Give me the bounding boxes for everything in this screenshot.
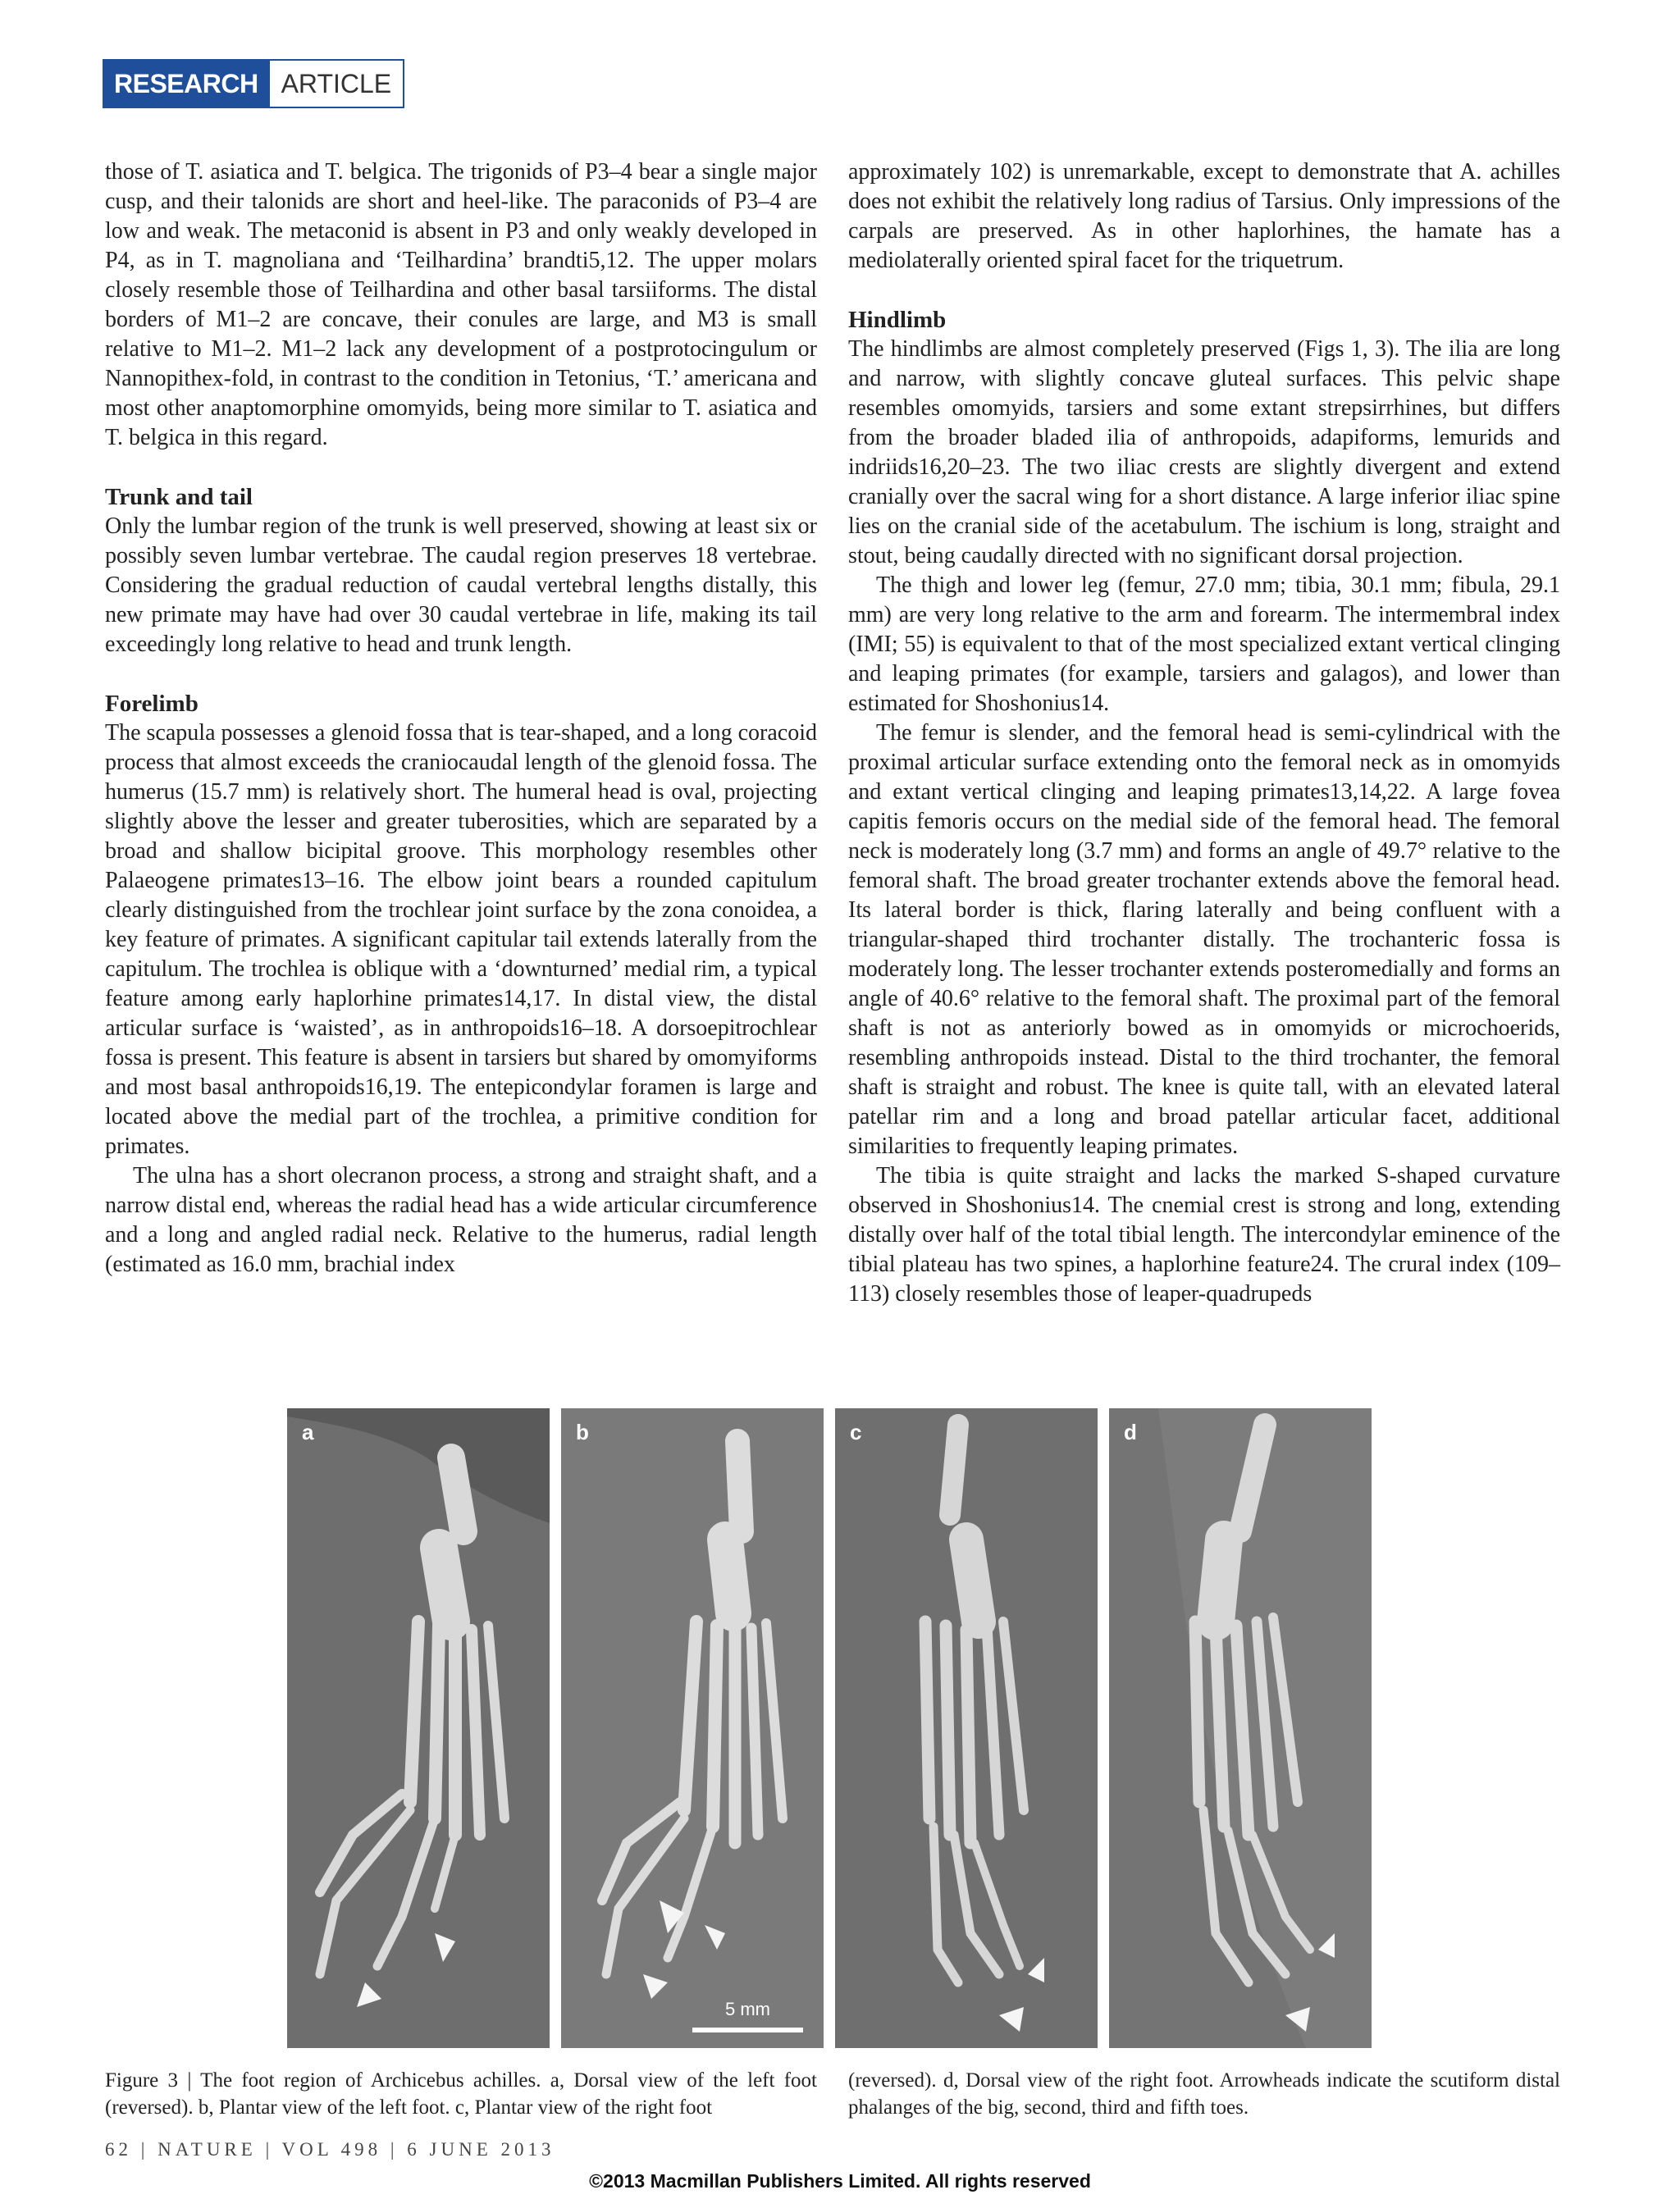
research-label: RESEARCH [103, 59, 270, 108]
panel-a-dorsal-left-foot [287, 1408, 550, 2048]
panel-b-plantar-left-foot [561, 1408, 824, 2048]
fossil-foot-image-a [287, 1408, 550, 2048]
panel-label-b: b [576, 1420, 589, 1444]
article-label: ARTICLE [270, 59, 405, 108]
paragraph-dentition: those of T. asiatica and T. belgica. The trigonids of P3–4 bear a single major cusp, and their talonids are short and heel-like. The paraconids of P3–4 are low and weak. The metaconid is absent in P3 and only weakly developed in P4, as in T. magnoliana and ‘Teilhardina’ brandti5,12. The upper molars closely resemble those of Teilhardina and other basal tarsiiforms. The distal borders of M1–2 are concave, their conules are large, and M3 is small relative to M1–2. M1–2 lack any development of a postprotocingulum or Nannopithex-fold, in contrast to the condition in Tetonius, ‘T.’ americana and most other anaptomorphine omomyids, being more similar to T. asiatica and T. belgica in this regard. [105, 159, 817, 450]
paragraph-femur: The femur is slender, and the femoral head is semi-cylindrical with the proximal articular surface extending onto the femoral neck as in omomyids and extant vertical clinging and leaping primates13,14,22. A large fovea capitis femoris occurs on the medial side of the femoral head. The femoral neck is moderately long (3.7 mm) and forms an angle of 49.7° relative to the femoral shaft. The broad greater trochanter extends above the femoral head. Its lateral border is thick, flaring laterally and being confluent with a triangular-shaped third trochanter distally. The trochanteric fossa is moderately long. The lesser trochanter extends posteromedially and forms an angle of 40.6° relative to the femoral shaft. The proximal part of the femoral shaft is not as anteriorly bowed as in omomyids or microchoerids, resembling anthropoids instead. Distal to the third trochanter, the femoral shaft is straight and robust. The knee is quite tall, with an elevated lateral patellar rim and a long and broad patellar articular facet, additional similarities to frequently leaping primates. [848, 720, 1560, 1159]
paragraph-radius: approximately 102) is unremarkable, except to demonstrate that A. achilles does not exhibit the relatively long radius of Tarsius. Only impressions of the carpals are preserved. As in other haplorhines, the hamate has a mediolaterally oriented spiral facet for the triquetrum. [848, 159, 1560, 273]
heading-trunk-and-tail: Trunk and tail [105, 484, 253, 510]
paragraph-ulna: The ulna has a short olecranon process, a strong and straight shaft, and a narrow distal end, whereas the radial head has a wide articular circumference and a long and angled radial neck. Relative to the humerus, radial length (estimated as 16.0 mm, brachial index [105, 1163, 817, 1277]
panel-label-d: d [1124, 1420, 1137, 1444]
panel-label-a: a [302, 1420, 314, 1444]
figure-3-foot-fossils [287, 1408, 1378, 2048]
heading-forelimb: Forelimb [105, 691, 199, 717]
fossil-foot-image-d [1109, 1408, 1372, 2048]
heading-hindlimb: Hindlimb [848, 307, 947, 333]
article-type-header [103, 59, 404, 108]
scale-bar [692, 2028, 803, 2032]
right-text-column [848, 157, 1560, 1309]
scale-bar-label: 5 mm [725, 1999, 770, 2019]
panel-c-plantar-right-foot [835, 1408, 1098, 2048]
paragraph-forelimb: The scapula possesses a glenoid fossa that is tear-shaped, and a long coracoid process that almost exceeds the craniocaudal length of the glenoid fossa. The humerus (15.7 mm) is relatively short. The humeral head is oval, projecting slightly above the lesser and greater tuberosities, which are separated by a broad and shallow bicipital groove. This morphology resembles other Palaeogene primates13–16. The elbow joint bears a rounded capitulum clearly distinguished from the trochlear joint surface by the zona conoidea, a key feature of primates. A significant capitular tail extends laterally from the capitulum. The trochlea is oblique with a ‘downturned’ medial rim, a typical feature among early haplorhine primates14,17. In distal view, the distal articular surface is ‘waisted’, as in anthropoids16–18. A dorsoepitrochlear fossa is present. This feature is absent in tarsiers but shared by omomyiforms and most basal anthropoids16,19. The entepicondylar foramen is large and located above the medial part of the trochlea, a primitive condition for primates. [105, 720, 817, 1159]
panel-d-dorsal-right-foot [1109, 1408, 1372, 2048]
figure-caption-right: (reversed). d, Dorsal view of the right foot. Arrowheads indicate the scutiform distal phalanges of the big, second, third and fifth toes. [848, 2069, 1560, 2119]
paragraph-pelvis: The hindlimbs are almost completely preserved (Figs 1, 3). The ilia are long and narrow, with slightly concave gluteal surfaces. This pelvic shape resembles omomyids, tarsiers and some extant strepsirrhines, but differs from the broader bladed ilia of anthropoids, adapiforms, lemurids and indriids16,20–23. The two iliac crests are slightly divergent and extend cranially over the sacral wing for a short distance. A large inferior iliac spine lies on the cranial side of the acetabulum. The ischium is long, straight and stout, being caudally directed with no significant dorsal projection. [848, 336, 1560, 568]
page-footer: 62 | NATURE | VOL 498 | 6 JUNE 2013 [105, 2139, 555, 2160]
left-text-column [105, 157, 817, 1280]
paragraph-trunk: Only the lumbar region of the trunk is well preserved, showing at least six or possibly seven lumbar vertebrae. The caudal region preserves 18 vertebrae. Considering the gradual reduction of caudal vertebral lengths distally, this new primate may have had over 30 caudal vertebrae in life, making its tail exceedingly long relative to head and trunk length. [105, 513, 817, 657]
panel-label-c: c [850, 1420, 862, 1444]
figure-caption-left: Figure 3 | The foot region of Archicebus achilles. a, Dorsal view of the left foot (reversed). b, Plantar view of the left foot. c, Plantar view of the right foot [105, 2069, 817, 2119]
copyright-notice: ©2013 Macmillan Publishers Limited. All rights reserved [589, 2170, 1091, 2192]
paragraph-tibia: The tibia is quite straight and lacks the marked S-shaped curvature observed in Shoshonius14. The cnemial crest is strong and long, extending distally over half of the total tibial length. The intercondylar eminence of the tibial plateau has two spines, a haplorhine feature24. The crural index (109–113) closely resembles those of leaper-quadrupeds [848, 1163, 1560, 1307]
fossil-foot-image-b [561, 1408, 824, 2048]
fossil-foot-image-c [835, 1408, 1098, 2048]
paragraph-limb-lengths: The thigh and lower leg (femur, 27.0 mm; tibia, 30.1 mm; fibula, 29.1 mm) are very long relative to the arm and forearm. The intermembral index (IMI; 55) is equivalent to that of the most specialized extant vertical clinging and leaping primates (for example, tarsiers and galagos), and lower than estimated for Shoshonius14. [848, 573, 1560, 716]
